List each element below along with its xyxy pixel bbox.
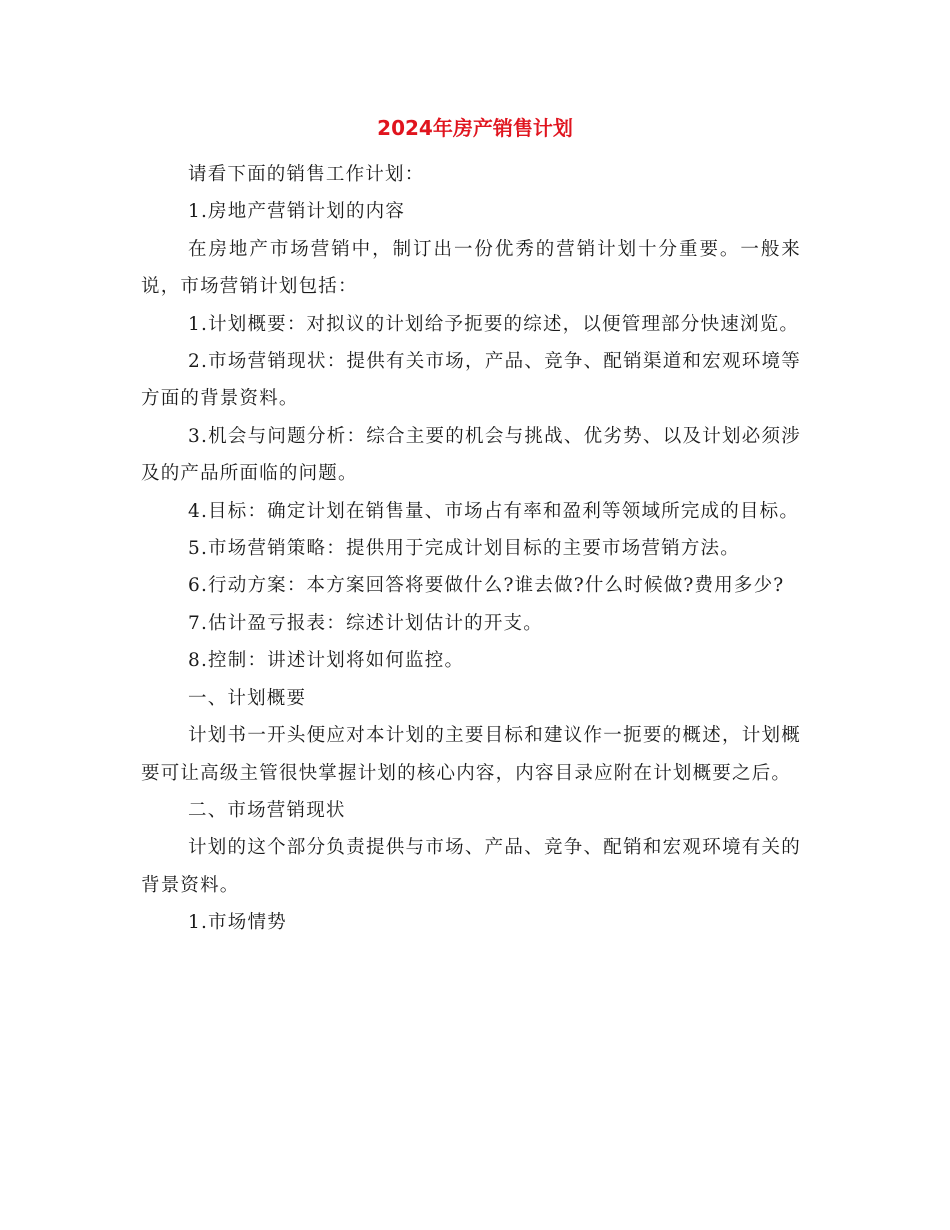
- list-item-action-plan: 6.行动方案：本方案回答将要做什么?谁去做?什么时候做?费用多少?: [188, 575, 785, 597]
- paragraph-plan-summary-body: 计划书一开头便应对本计划的主要目标和建议作一扼要的概述，计划概要可让高级主管很快掌握计划的核心内容，内容目录应附在计划概要之后。: [141, 725, 801, 784]
- section-heading-market-status: 二、市场营销现状: [188, 799, 346, 821]
- paragraph-market-status-body: 计划的这个部分负责提供与市场、产品、竞争、配销和宏观环境有关的背景资料。: [141, 837, 801, 896]
- list-item-profit-loss: 7.估计盈亏报表：综述计划估计的开支。: [188, 612, 543, 634]
- list-item-opportunity-analysis: 3.机会与问题分析：综合主要的机会与挑战、优劣势、以及计划必须涉及的产品所面临的问题。: [141, 425, 801, 485]
- document-title: 2024年房产销售计划: [377, 116, 573, 140]
- list-item-marketing-strategy: 5.市场营销策略：提供用于完成计划目标的主要市场营销方法。: [188, 538, 740, 560]
- subheading-market-situation: 1.市场情势: [188, 912, 287, 934]
- section-heading-plan-summary: 一、计划概要: [188, 687, 307, 709]
- list-item-control: 8.控制：讲述计划将如何监控。: [188, 650, 465, 672]
- list-item-goals: 4.目标：确定计划在销售量、市场占有率和盈利等领域所完成的目标。: [188, 500, 800, 522]
- paragraph-heading-plan-content: 1.房地产营销计划的内容: [188, 201, 406, 223]
- list-item-plan-summary: 1.计划概要：对拟议的计划给予扼要的综述，以便管理部分快速浏览。: [188, 313, 800, 335]
- paragraph-plan-importance: 在房地产市场营销中，制订出一份优秀的营销计划十分重要。一般来说，市场营销计划包括：: [141, 238, 801, 298]
- document-body: [141, 156, 801, 942]
- paragraph-intro: 请看下面的销售工作计划：: [188, 164, 425, 185]
- list-item-market-status: 2.市场营销现状：提供有关市场，产品、竞争、配销渠道和宏观环境等方面的背景资料。: [141, 351, 801, 410]
